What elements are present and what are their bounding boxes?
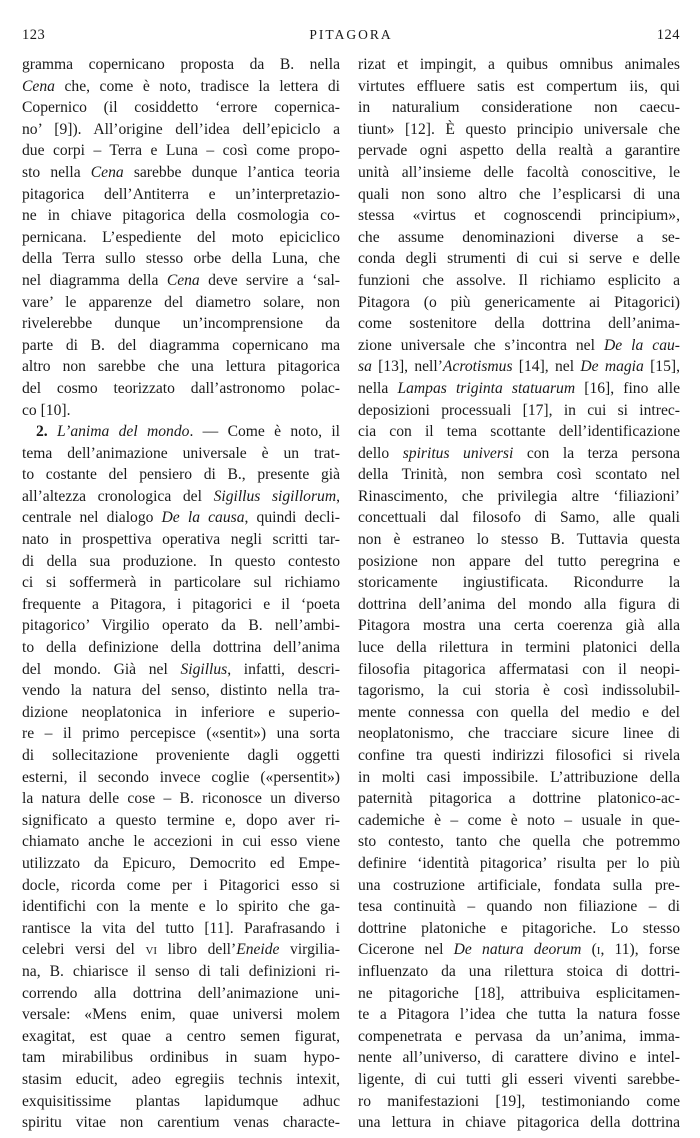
- text-line: pervade ogni aspetto della realtà a garantire: [358, 142, 680, 160]
- text-line: sto contesto, tanto che quella che potremmo: [358, 833, 680, 851]
- text-line: re – il primo percepisce («sentit») una sorta: [22, 725, 340, 743]
- text-line: nel diagramma della Cena deve servire a ‘sal-: [22, 271, 340, 289]
- text-line: significato a questo termine e, dopo aver ri-: [22, 811, 340, 829]
- text-line: Copernico (il cosiddetto ‘errore copernica-: [22, 99, 340, 117]
- text-line: posizione non appare del tutto peregrina e: [358, 552, 680, 570]
- text-line: pitagorico’ Virgilio operato da B. nell’ambi-: [22, 617, 340, 635]
- text-line: di della sua produzione. In questo contesto: [22, 552, 340, 570]
- text-line: paternità pitagorica a dottrine platonico-ac-: [358, 790, 680, 808]
- text-line: tagorismo, la cui storia è così indissolubil-: [358, 682, 680, 700]
- text-line: che assume denominazioni diverse a se-: [358, 228, 680, 246]
- text-line: sto nella Cena sarebbe dunque l’antica teoria: [22, 163, 340, 181]
- text-line: deposizioni processuali [17], in cui si intrec-: [358, 401, 680, 419]
- text-line: centrale nel dialogo De la causa, quindi decli-: [22, 509, 341, 527]
- text-line: rivelerebbe dunque un’incomprensione da: [22, 315, 340, 333]
- text-line: esterni, il secondo invece coglie («persentit»): [22, 768, 340, 786]
- text-line: vare’ le apparenze del diametro solare, non: [22, 293, 340, 311]
- text-line: tiunt» [12]. È questo principio universale che: [358, 120, 680, 138]
- text-line: stasim educit, adeo egregiis technis intexit,: [22, 1070, 340, 1088]
- text-line: confine tra questi indirizzi filosofici si rivela: [358, 747, 680, 764]
- text-line: exquisitissime plantas lapidumque adhuc: [22, 1092, 340, 1110]
- text-line: quali non sono altro che l’esplicarsi di una: [358, 185, 680, 203]
- text-line: storicamente ingiustificata. Ricondurre la: [358, 574, 680, 592]
- text-line: frequente a Pitagora, i pitagorici e il ‘poeta: [22, 595, 340, 613]
- text-line: Cicerone nel De natura deorum (i, 11), forse: [358, 941, 680, 959]
- page-number-right: 124: [656, 27, 680, 43]
- text-line: dizione neoplatonica in inferiore e superio-: [22, 703, 340, 721]
- text-line: tesa continuità – quando non filiazione – di: [358, 898, 680, 916]
- text-line: in molti casi impossibile. L’attribuzione della: [358, 768, 680, 786]
- text-line: virtutes effluere satis est compertum iis, qui: [358, 77, 680, 95]
- text-line: Pitagora (o più genericamente ai Pitagorici): [358, 293, 680, 311]
- text-line: neoplatonismo, che tracciare sicure linee di: [358, 725, 680, 743]
- text-line: parte di B. del diagramma copernicano ma: [22, 336, 340, 354]
- text-line: pitagorica dell’Antiterra e un’interpretazio-: [22, 185, 340, 203]
- text-line: te a Pitagora l’idea che tutta la natura fosse: [358, 1006, 680, 1024]
- text-line: funzioni che assolve. Il richiamo esplicito a: [358, 271, 680, 289]
- text-line: co [10].: [22, 401, 71, 419]
- text-line: stessa «virtus et cognoscendi principium»,: [358, 207, 680, 225]
- text-line: influenzato da una rilettura stoica di dottri-: [358, 962, 680, 980]
- text-line: nente all’universo, di carattere divino e intel-: [358, 1049, 680, 1067]
- text-line: chiamato anche le accezioni in cui esso viene: [22, 833, 340, 851]
- text-line: na, B. chiarisce il senso di tali definizioni ri-: [22, 962, 340, 980]
- text-line: non è estraneo lo stesso B. Tuttavia questa: [358, 531, 680, 549]
- text-line: sa [13], nell’Acrotismus [14], nel De magia [15],: [358, 358, 680, 376]
- text-line: conda degli strumenti di cui si serve e delle: [358, 250, 680, 268]
- text-line: to della definizione della dottrina dell’anima: [22, 639, 340, 657]
- text-line: gramma copernicano proposta da B. nella: [22, 56, 340, 73]
- text-line: pernicana. L’espediente del moto epiciclico: [22, 228, 340, 246]
- text-line: tam mirabilibus ordinibus in suam hypo-: [22, 1049, 340, 1067]
- text-line: due corpi – Terra e Luna – così come propo-: [22, 142, 340, 160]
- text-line: unità all’insieme delle facoltà conoscitive, le: [358, 163, 680, 181]
- text-line: exagitat, est quae a centro semen figurat,: [22, 1027, 340, 1045]
- text-line: utilizzato da Epicuro, Democrito ed Empe-: [22, 854, 340, 872]
- text-line: una costruzione artificiale, fondata sulla pre-: [358, 876, 680, 894]
- text-line: nato in prospettiva operativa negli scritti tar-: [22, 531, 340, 549]
- text-line: 2. L’anima del mondo. — Come è noto, il: [36, 423, 340, 441]
- text-line: dottrine platoniche e pitagoriche. Lo stesso: [358, 919, 680, 937]
- text-line: cademiche è – come è noto – usuale in que-: [358, 811, 680, 829]
- text-line: la natura delle cose – B. riconosce un diverso: [22, 790, 340, 808]
- text-line: ligente, di cui tutti gli esseri viventi sarebbe-: [358, 1070, 680, 1088]
- text-line: nella Lampas triginta statuarum [16], fino alle: [358, 379, 681, 397]
- right-column-text: [358, 54, 680, 1134]
- text-line: luce della rilettura in termini platonici della: [358, 639, 680, 657]
- text-line: compenetrata e pervasa da un’anima, imma-: [358, 1027, 680, 1045]
- text-line: no’ [9]). All’origine dell’idea dell’epiciclo a: [22, 120, 340, 138]
- text-line: in naturalium consideratione non caecu-: [358, 99, 680, 117]
- text-line: definire ‘identità pitagorica’ risulta per lo più: [358, 854, 680, 872]
- text-line: vendo la natura del senso, distinto nella tra-: [22, 682, 340, 700]
- running-header: [22, 27, 680, 47]
- text-line: ro manifestazioni [19], testimoniando come: [358, 1092, 680, 1110]
- text-line: Rinascimento, che privilegia altre ‘filiazioni’: [358, 487, 680, 505]
- text-line: rizat et impingit, a quibus omnibus animales: [358, 56, 680, 73]
- text-line: rantisce la vita del tutto [11]. Parafrasando i: [22, 919, 340, 937]
- text-line: una lettura in chiave pitagorica della dottrina: [358, 1114, 680, 1132]
- text-line: dello spiritus universi con la terza persona: [358, 444, 680, 462]
- text-line: versale: «Mens enim, quae universi molem: [22, 1006, 340, 1024]
- text-line: all’altezza cronologica del Sigillus sigillorum,: [22, 487, 340, 505]
- text-line: dottrina dell’anima del mondo alla figura di: [358, 595, 680, 613]
- text-line: tema dell’animazione universale è un trat-: [22, 444, 340, 462]
- text-line: della Terra sullo stesso orbe della Luna, che: [22, 250, 340, 268]
- text-line: Cena che, come è noto, tradisce la lettera di: [22, 77, 340, 95]
- text-line: filosofia pitagorica affermatasi con il neopi-: [358, 660, 680, 678]
- text-line: concettuali dal filosofo di Samo, alle quali: [358, 509, 680, 527]
- text-line: to costante del pensiero di B., presente già: [22, 466, 340, 484]
- text-line: come sostenitore della dottrina dell’anima-: [358, 315, 680, 333]
- text-line: di sollecitazione proveniente dagli oggetti: [22, 747, 340, 764]
- text-line: identifichi con la mente e lo spirito che ga-: [22, 898, 340, 916]
- text-line: celebri versi del vi libro dell’Eneide virgilia-: [22, 941, 340, 959]
- text-line: del cosmo teorizzato dall’astronomo polac-: [22, 379, 340, 397]
- text-line: Pitagora mostra una certa coerenza già alla: [358, 617, 680, 635]
- page-number-left: 123: [22, 27, 46, 43]
- text-line: ci si soffermerà in particolare sul richiamo: [22, 574, 340, 592]
- text-line: zione universale che s’incontra nel De la cau-: [358, 336, 680, 354]
- text-line: mente connessa con quella del medio e del: [358, 703, 680, 721]
- text-line: docle, ricorda come per i Pitagorici esso si: [22, 876, 340, 894]
- running-title: PITAGORA: [309, 27, 393, 42]
- text-line: ne in chiave pitagorica della cosmologia co-: [22, 207, 340, 225]
- text-line: correndo alla dottrina dell’animazione uni-: [22, 984, 340, 1002]
- text-line: cia con il tema scottante dell’identificazione: [358, 423, 680, 441]
- text-line: altro non sarebbe che una lettura pitagorica: [22, 358, 340, 376]
- text-line: del mondo. Già nel Sigillus, infatti, descri-: [22, 660, 340, 678]
- text-line: ne pitagoriche [18], attribuiva esplicitamen-: [358, 984, 680, 1002]
- text-line: spiritu vitae non carentium venas characte-: [22, 1114, 340, 1132]
- left-column-text: [22, 54, 340, 1134]
- text-line: della Trinità, non sembra così scontato nel: [358, 466, 680, 484]
